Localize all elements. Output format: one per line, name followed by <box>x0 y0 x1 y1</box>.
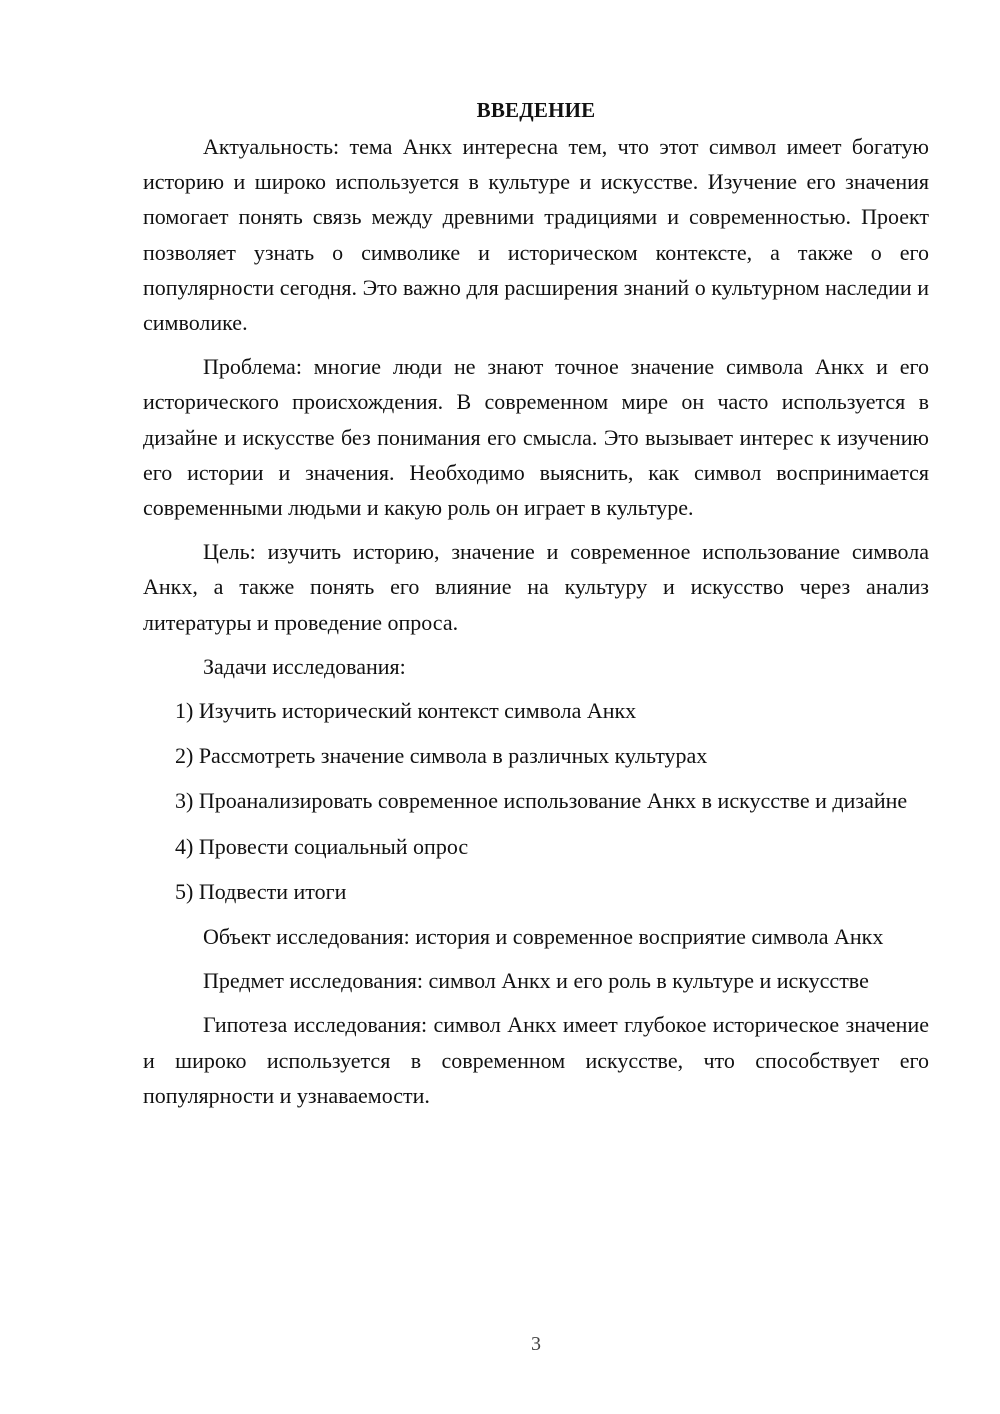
object-paragraph: Объект исследования: история и современное восприятие символа Анкх <box>203 924 884 950</box>
list-item: 5) Подвести итоги <box>175 878 347 904</box>
problem-paragraph: Проблема: многие люди не знают точное значение символа Анкх и его исторического происхождения. В современном мире он часто используется в дизайне и искусстве без понимания его смысла. Это вызывает интерес к изучению его истории и значения. Необходимо выяснить, как символ воспринимается современными людьми и какую роль он играет в культуре. <box>143 354 929 521</box>
page-number: 3 <box>531 1333 541 1355</box>
list-item: 3) Проанализировать современное использование Анкх в искусстве и дизайне <box>175 788 908 814</box>
relevance-paragraph: Актуальность: тема Анкх интересна тем, что этот символ имеет богатую историю и широко используется в культуре и искусстве. Изучение его значения помогает понять связь между древними традициями и современностью. Проект позволяет узнать о символике и историческом контексте, а также о его популярности сегодня. Это важно для расширения знаний о культурном наследии и символике. <box>143 134 929 336</box>
list-item: 2) Рассмотреть значение символа в различных культурах <box>175 743 708 769</box>
document-page <box>143 92 929 1122</box>
goal-paragraph: Цель: изучить историю, значение и современное использование символа Анкх, а также понять его влияние на культуру и искусство через анализ литературы и проведение опроса. <box>143 539 929 635</box>
tasks-title: Задачи исследования: <box>203 653 406 679</box>
list-item: 4) Провести социальный опрос <box>175 833 469 859</box>
list-item: 1) Изучить исторический контекст символа Анкх <box>175 698 637 724</box>
subject-paragraph: Предмет исследования: символ Анкх и его роль в культуре и искусстве <box>203 968 869 994</box>
hypothesis-paragraph: Гипотеза исследования: символ Анкх имеет глубокое историческое значение и широко используется в современном искусстве, что способствует его популярности и узнаваемости. <box>143 1012 929 1108</box>
section-heading: ВВЕДЕНИЕ <box>476 98 596 122</box>
